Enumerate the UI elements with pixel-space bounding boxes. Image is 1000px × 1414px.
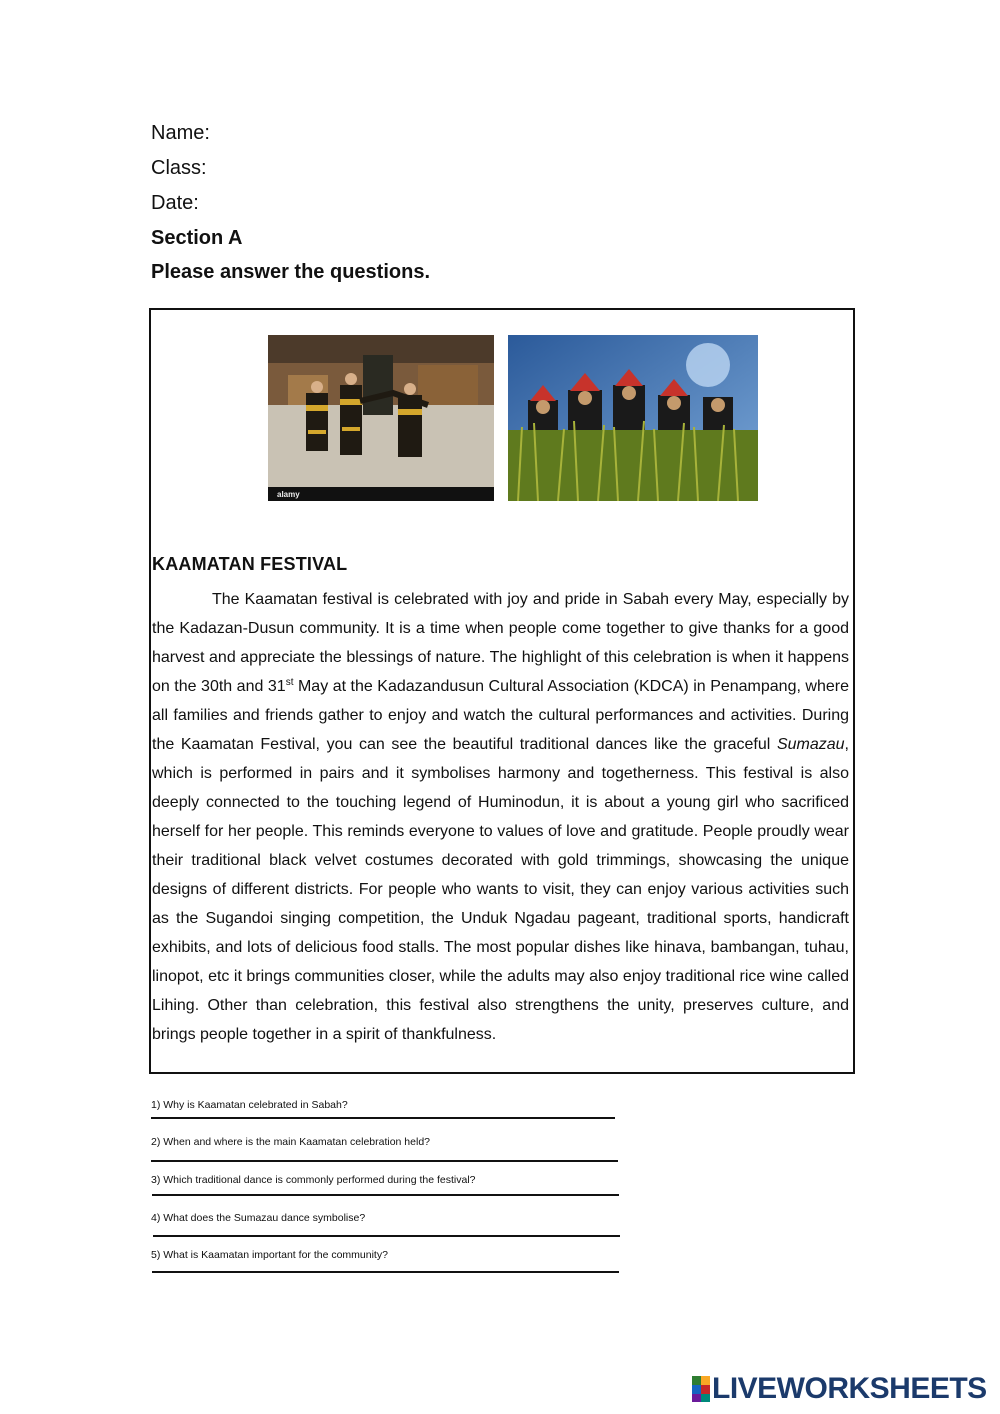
passage-box	[149, 308, 855, 1074]
answer-line-1[interactable]	[151, 1117, 615, 1119]
class-label: Class:	[151, 157, 207, 179]
name-label: Name:	[151, 122, 210, 144]
photo-watermark: alamy	[277, 490, 300, 499]
photo-paddy-field	[508, 335, 758, 501]
date-label: Date:	[151, 192, 199, 214]
question-2: 2) When and where is the main Kaamatan celebration held?	[151, 1136, 430, 1148]
answer-line-5[interactable]	[152, 1271, 619, 1273]
logo-mark-icon	[692, 1376, 710, 1402]
liveworksheets-logo	[692, 1374, 987, 1404]
answer-line-3[interactable]	[152, 1194, 619, 1196]
question-1: 1) Why is Kaamatan celebrated in Sabah?	[151, 1099, 348, 1111]
question-4: 4) What does the Sumazau dance symbolise?	[151, 1212, 366, 1224]
section-heading: Section A	[151, 227, 243, 249]
passage-superscript: st	[285, 677, 294, 688]
passage-dance-name: Sumazau	[776, 736, 845, 753]
passage-body	[152, 585, 849, 1049]
passage-title: KAAMATAN FESTIVAL	[152, 554, 348, 574]
answer-line-4[interactable]	[153, 1235, 620, 1237]
passage-text-2: May at the Kadazandusun Cultural Association (KDCA) in Penampang, where all families and friends gather to enjoy and watch the cultural performances and activities. During the Kaamatan Festival, you can see the beautiful traditional dances like the graceful	[152, 678, 850, 753]
question-5: 5) What is Kaamatan important for the community?	[151, 1249, 388, 1261]
question-3: 3) Which traditional dance is commonly performed during the festival?	[151, 1174, 476, 1186]
passage-text-1: The Kaamatan festival is celebrated with joy and pride in Sabah every May, especially by the Kadazan-Dusun community. It is a time when people come together to give thanks for a good harvest and appreciate the blessings of nature. The highlight of this celebration is when it happens on the 30th and 31	[152, 591, 849, 695]
instruction-text: Please answer the questions.	[151, 261, 430, 283]
photo-dancers	[268, 335, 494, 501]
passage-text-3: , which is performed in pairs and it symbolises harmony and togetherness. This festival is also deeply connected to the touching legend of Huminodun, it is about a young girl who sacrificed herself for her people. This reminds everyone to values of love and gratitude. People proudly wear their traditional black velvet costumes decorated with gold trimmings, showcasing the unique designs of different districts. For people who wants to visit, they can enjoy various activities such as the Sugandoi singing competition, the Unduk Ngadau pageant, traditional sports, handicraft exhibits, and lots of delicious food stalls. The most popular dishes like hinava, bambangan, tuhau, linopot, etc it brings communities closer, while the adults may also enjoy traditional rice wine called Lihing. Other than celebration, this festival also strengthens the unity, preserves culture, and brings people together in a spirit of thankfulness.	[152, 736, 849, 1043]
answer-line-2[interactable]	[151, 1160, 618, 1162]
logo-text: LIVEWORKSHEETS	[712, 1372, 987, 1405]
